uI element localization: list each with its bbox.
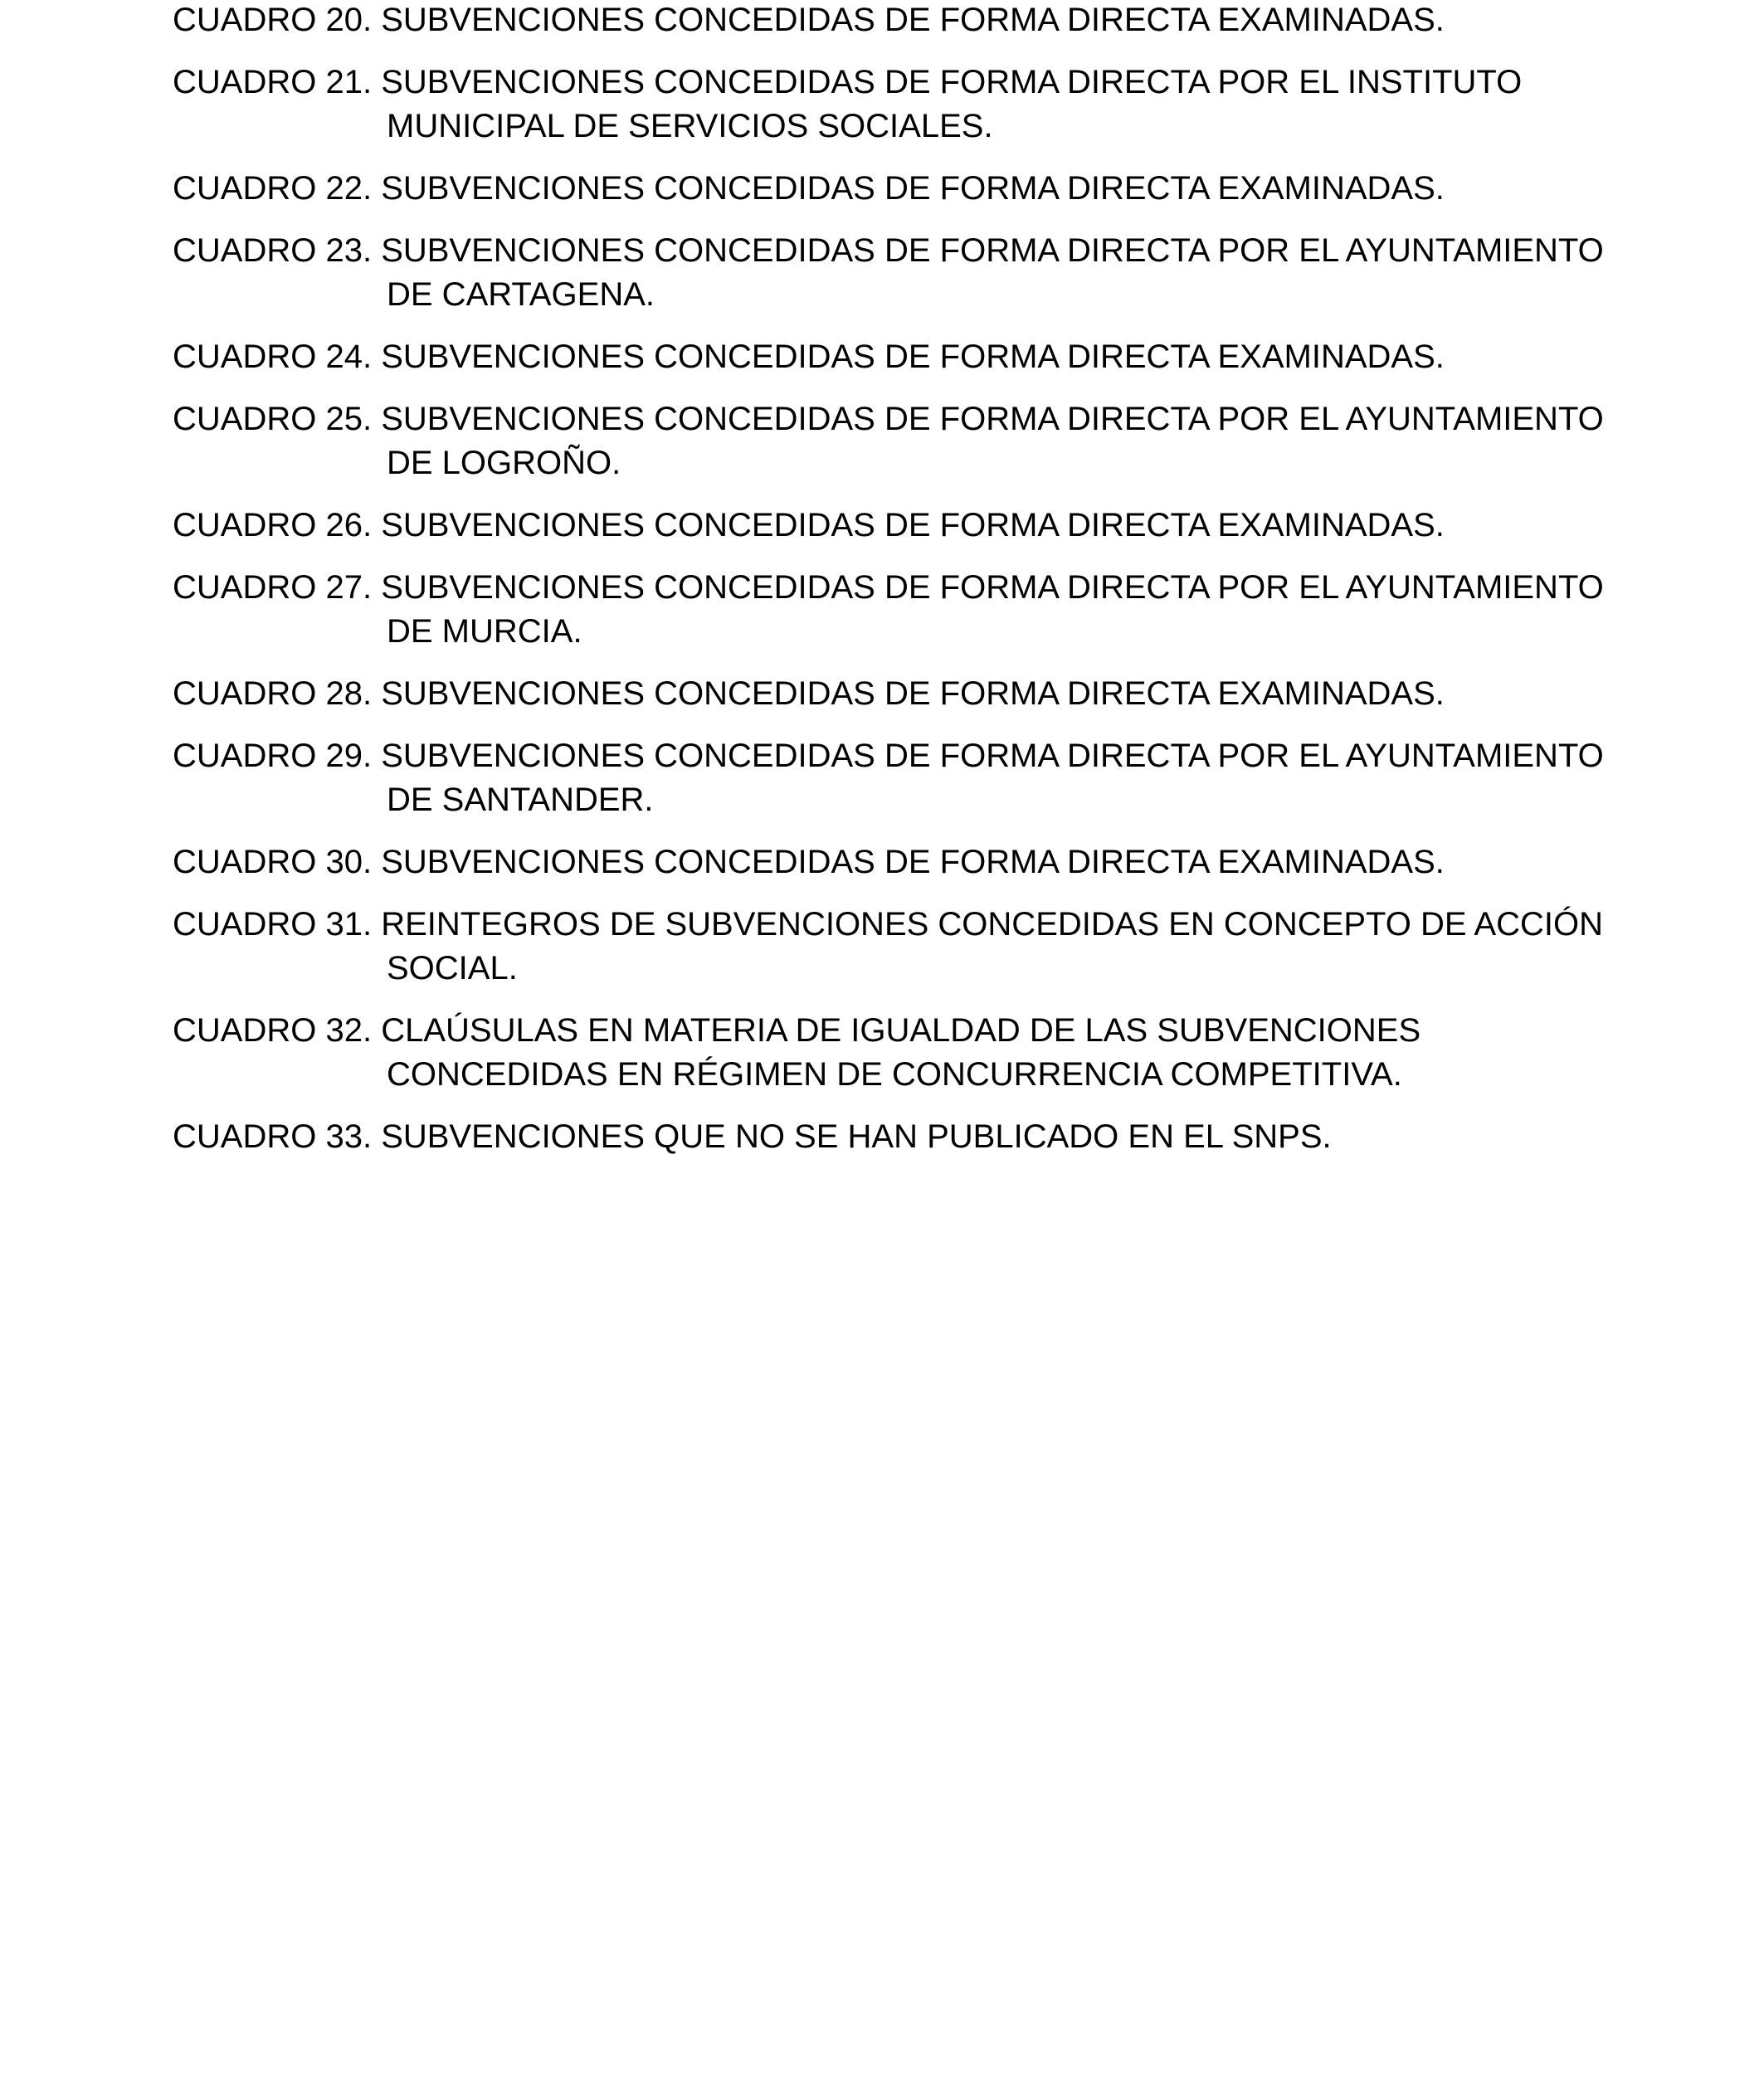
index-entry (0, 734, 1631, 822)
entry-label: CUADRO 25. (173, 401, 373, 437)
entry-label: CUADRO 22. (173, 170, 373, 207)
entry-text: SUBVENCIONES CONCEDIDAS DE FORMA DIRECTA EXAMINADAS. (381, 2, 1445, 38)
entry-text: SUBVENCIONES CONCEDIDAS DE FORMA DIRECTA EXAMINADAS. (381, 507, 1445, 543)
index-entry (0, 672, 1631, 716)
entry-label: CUADRO 31. (173, 906, 373, 943)
entry-text: SUBVENCIONES CONCEDIDAS DE FORMA DIRECTA EXAMINADAS. (381, 170, 1445, 207)
entry-text: SUBVENCIONES CONCEDIDAS DE FORMA DIRECTA POR EL AYUNTAMIENTO DE CARTAGENA. (381, 232, 1604, 313)
entry-text: SUBVENCIONES CONCEDIDAS DE FORMA DIRECTA EXAMINADAS. (381, 675, 1445, 712)
index-entry (0, 504, 1631, 548)
entry-text: REINTEGROS DE SUBVENCIONES CONCEDIDAS EN CONCEPTO DE ACCIÓN SOCIAL. (381, 906, 1604, 986)
entry-label: CUADRO 20. (173, 2, 373, 38)
index-entry (0, 1115, 1631, 1159)
entry-text: SUBVENCIONES CONCEDIDAS DE FORMA DIRECTA EXAMINADAS. (381, 339, 1445, 375)
entry-text: SUBVENCIONES QUE NO SE HAN PUBLICADO EN EL SNPS. (381, 1118, 1332, 1155)
entry-text: SUBVENCIONES CONCEDIDAS DE FORMA DIRECTA EXAMINADAS. (381, 844, 1445, 880)
entry-text: SUBVENCIONES CONCEDIDAS DE FORMA DIRECTA POR EL AYUNTAMIENTO DE LOGROÑO. (381, 401, 1604, 481)
entry-text: SUBVENCIONES CONCEDIDAS DE FORMA DIRECTA POR EL INSTITUTO MUNICIPAL DE SERVICIOS SOCIALES. (381, 64, 1523, 144)
entry-text: SUBVENCIONES CONCEDIDAS DE FORMA DIRECTA POR EL AYUNTAMIENTO DE SANTANDER. (381, 738, 1604, 818)
entry-label: CUADRO 28. (173, 675, 373, 712)
entry-label: CUADRO 23. (173, 232, 373, 269)
entry-label: CUADRO 27. (173, 569, 373, 606)
entry-label: CUADRO 33. (173, 1118, 373, 1155)
index-entry (0, 903, 1631, 991)
index-entry (0, 397, 1631, 485)
index-entry (0, 1009, 1631, 1097)
index-entry (0, 229, 1631, 317)
entry-label: CUADRO 24. (173, 339, 373, 375)
entry-label: CUADRO 29. (173, 738, 373, 774)
index-entry (0, 0, 1631, 42)
entry-label: CUADRO 30. (173, 844, 373, 880)
index-entry (0, 167, 1631, 211)
entry-label: CUADRO 21. (173, 64, 373, 100)
entry-label: CUADRO 32. (173, 1012, 373, 1049)
index-entry (0, 840, 1631, 884)
entry-text: SUBVENCIONES CONCEDIDAS DE FORMA DIRECTA POR EL AYUNTAMIENTO DE MURCIA. (381, 569, 1604, 650)
index-entry (0, 566, 1631, 654)
entry-text: CLAÚSULAS EN MATERIA DE IGUALDAD DE LAS SUBVENCIONES CONCEDIDAS EN RÉGIMEN DE CONCURRENCIA COMPETITIVA. (381, 1012, 1421, 1093)
entry-label: CUADRO 26. (173, 507, 373, 543)
index-entry (0, 61, 1631, 149)
index-entry (0, 335, 1631, 379)
